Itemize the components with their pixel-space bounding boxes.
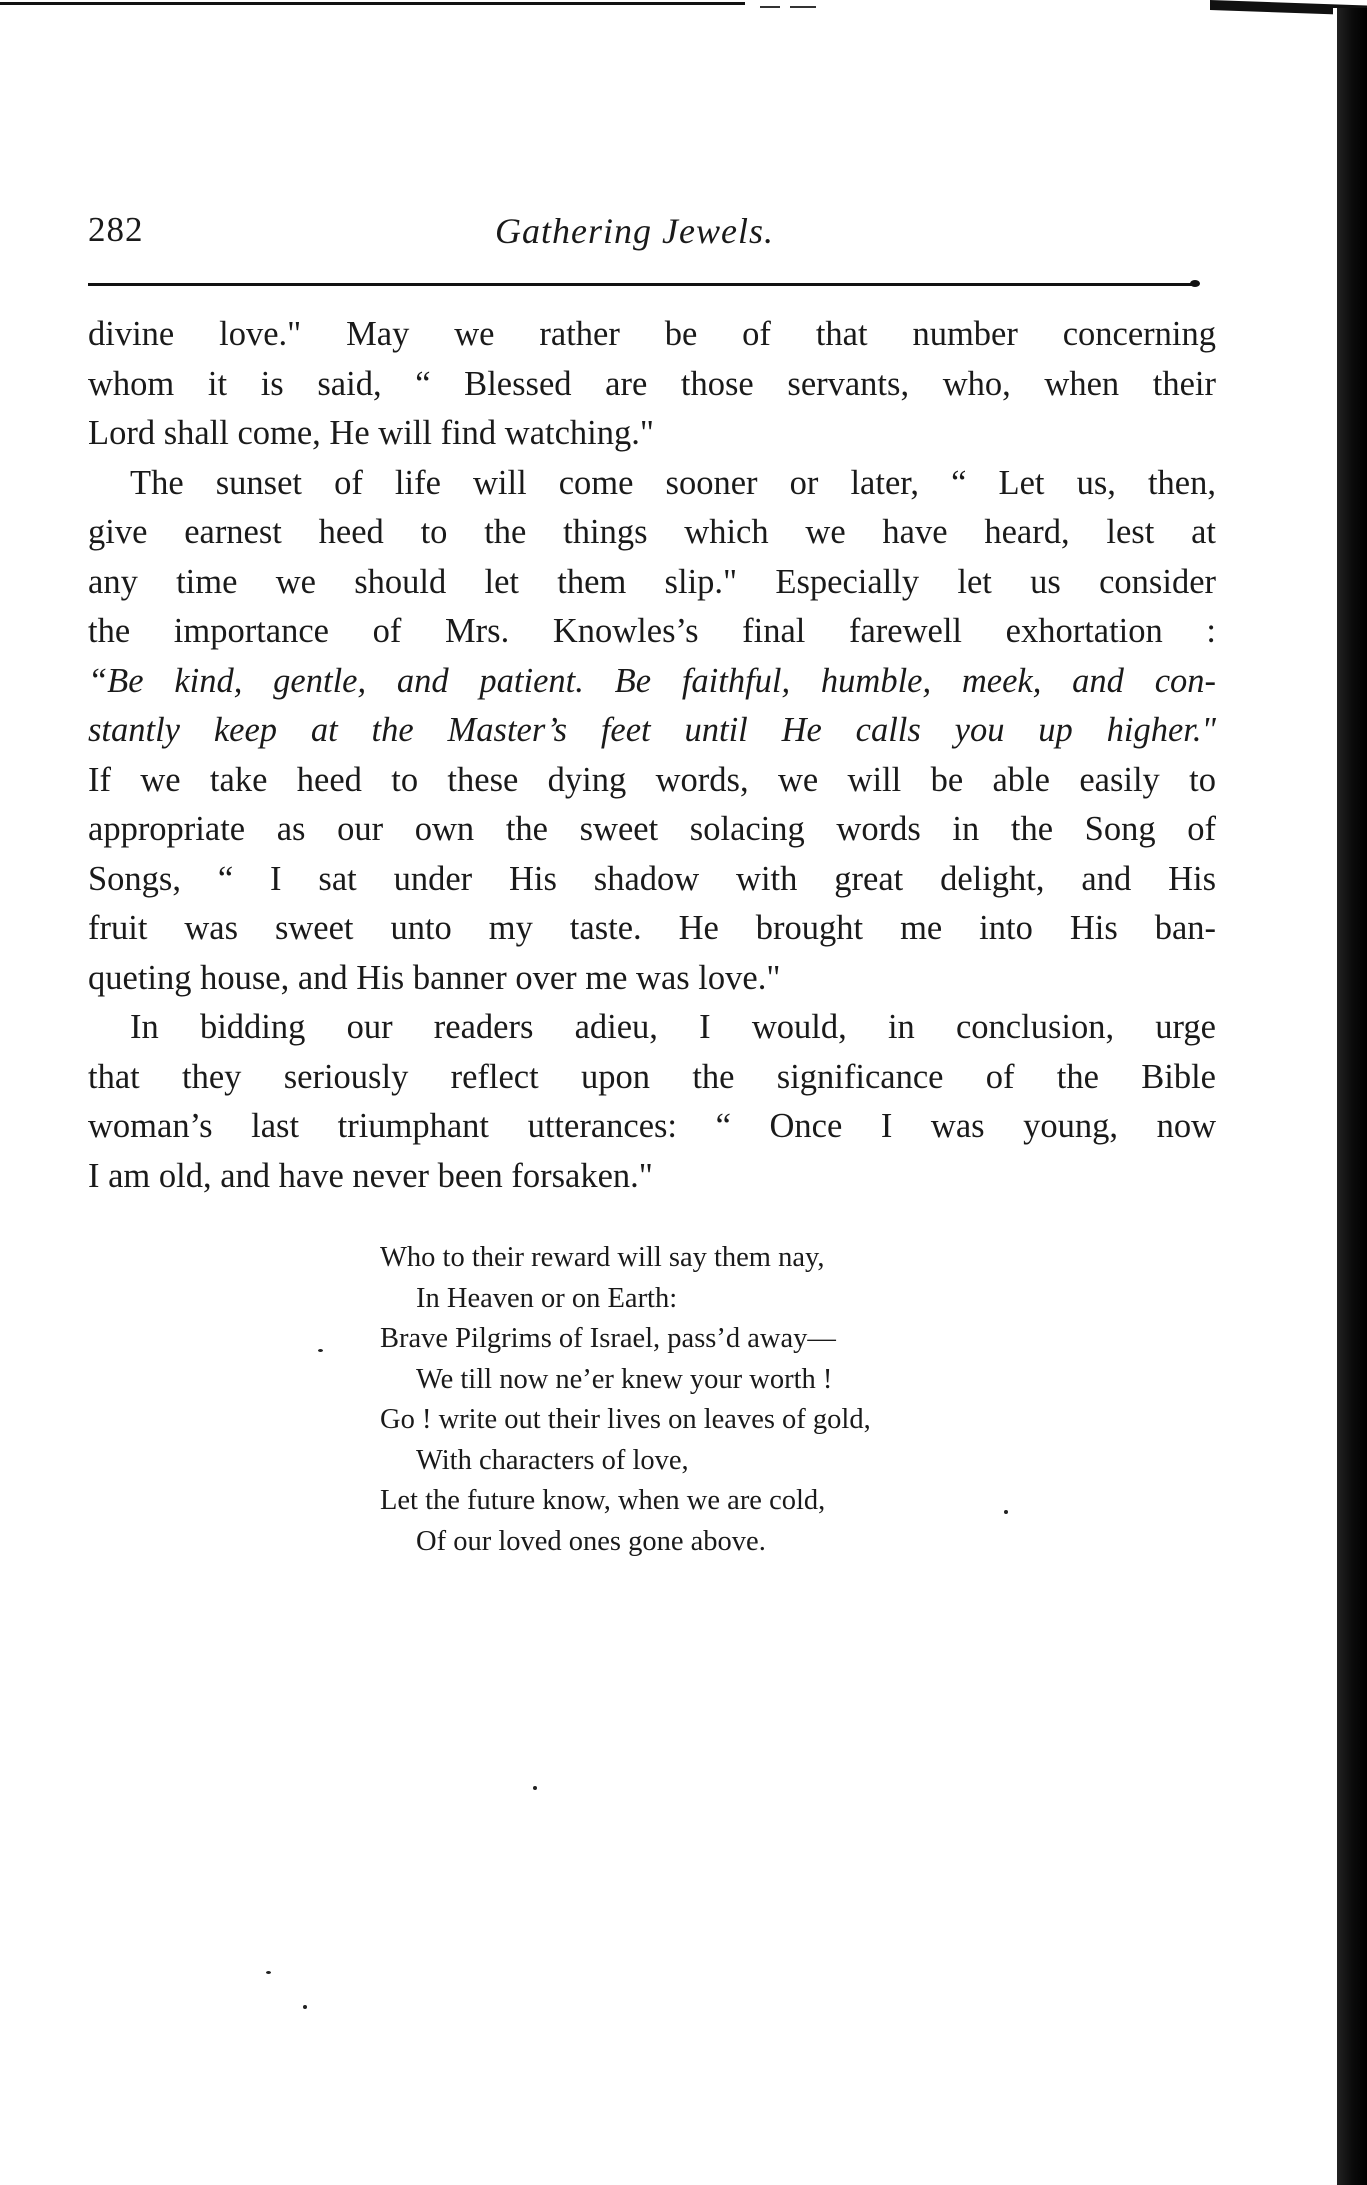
text-line: whom it is said, “ Blessed are those servants, who, when their (88, 364, 1216, 403)
poem-line: Brave Pilgrims of Israel, pass’d away— (380, 1323, 836, 1354)
body-text (88, 310, 1216, 1201)
running-title: Gathering Jewels. (495, 211, 774, 251)
top-edge-rule (0, 2, 745, 5)
poem-line: We till now ne’er knew your worth ! (416, 1363, 833, 1395)
print-speck (318, 1349, 323, 1352)
top-edge-dash (790, 6, 816, 8)
text-line: queting house, and His banner over me was love." (88, 958, 781, 997)
text-line: The sunset of life will come sooner or later, “ Let us, then, (130, 463, 1216, 502)
page-right-edge (1333, 8, 1367, 2185)
text-line: Lord shall come, He will find watching." (88, 414, 654, 452)
text-line: fruit was sweet unto my taste. He brought me into His ban- (88, 909, 1216, 947)
poem-line: With characters of love, (416, 1444, 689, 1476)
print-speck (303, 2005, 307, 2009)
text-line-italic: “Be kind, gentle, and patient. Be faithful, humble, meek, and con- (88, 661, 1216, 700)
header-rule-end (1190, 280, 1200, 287)
poem-line: Of our loved ones gone above. (416, 1525, 766, 1557)
text-line: any time we should let them slip." Especially let us consider (88, 562, 1216, 601)
page-number: 282 (88, 210, 144, 249)
text-line: If we take heed to these dying words, we will be able easily to (88, 760, 1216, 799)
text-line: appropriate as our own the sweet solacing words in the Song of (88, 810, 1216, 848)
print-speck (533, 1786, 537, 1790)
text-line: that they seriously reflect upon the significance of the Bible (88, 1057, 1216, 1096)
poem-line: Who to their reward will say them nay, (380, 1242, 825, 1273)
poem-line: In Heaven or on Earth: (416, 1282, 678, 1314)
text-line: Songs, “ I sat under His shadow with great delight, and His (88, 859, 1216, 898)
header-rule (88, 283, 1198, 286)
text-line: In bidding our readers adieu, I would, in conclusion, urge (130, 1008, 1216, 1046)
text-line-italic: stantly keep at the Master’s feet until He calls you up higher." (88, 711, 1216, 749)
text-line: give earnest heed to the things which we have heard, lest at (88, 513, 1216, 551)
poem-line: Let the future know, when we are cold, (380, 1485, 826, 1516)
text-line: divine love." May we rather be of that number concerning (88, 315, 1216, 353)
top-edge-dash (760, 6, 780, 8)
text-line: woman’s last triumphant utterances: “ Once I was young, now (88, 1107, 1216, 1145)
text-line: the importance of Mrs. Knowles’s final farewell exhortation : (88, 612, 1216, 650)
print-speck (266, 1971, 271, 1974)
poem-stanza (380, 1238, 871, 1562)
poem-line: Go ! write out their lives on leaves of gold, (380, 1404, 871, 1435)
print-speck (1004, 1510, 1008, 1514)
text-line: I am old, and have never been forsaken." (88, 1156, 653, 1195)
